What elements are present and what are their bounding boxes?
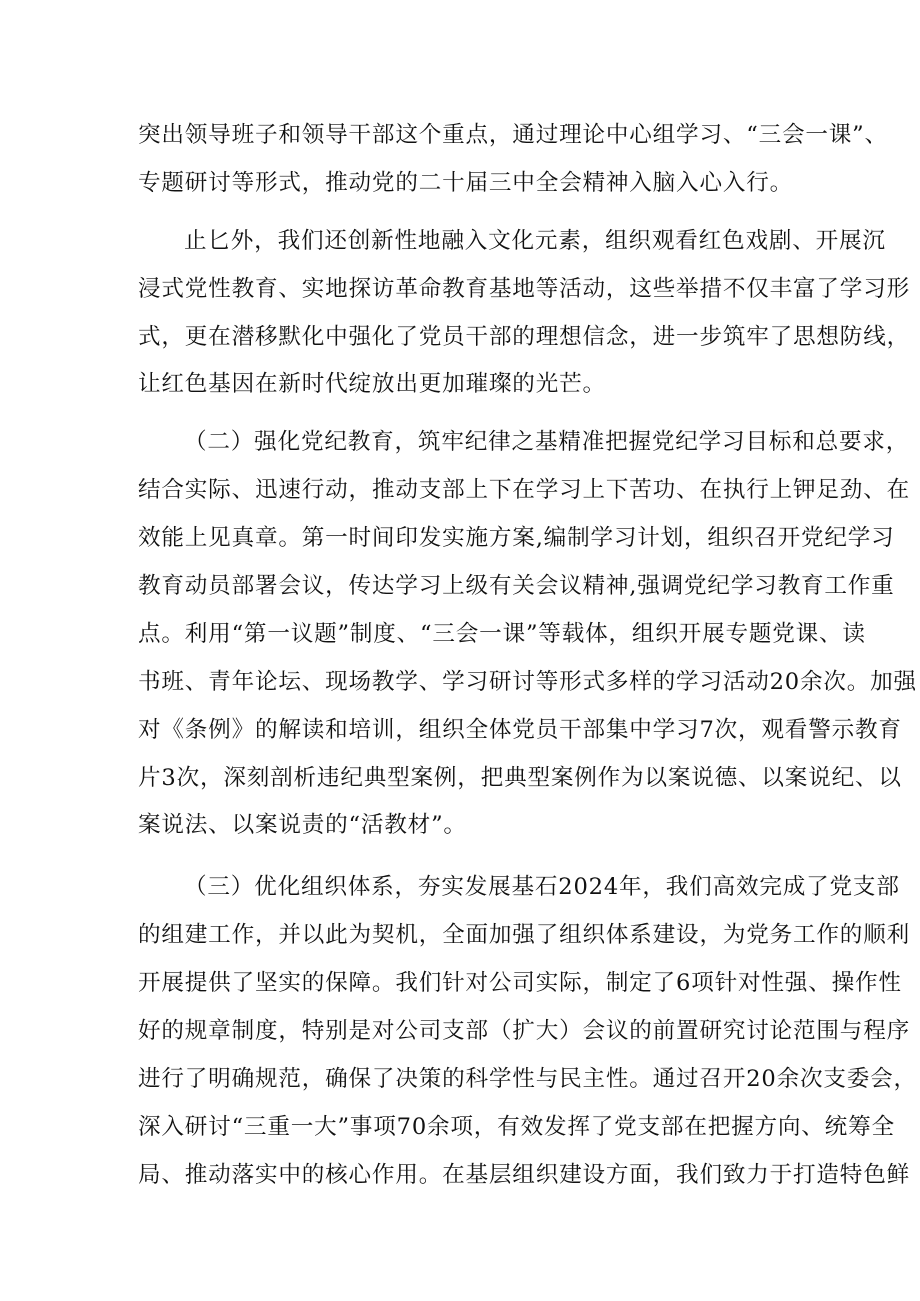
text-line: （二）强化党纪教育，筑牢纪律之基精准把握党纪学习目标和总要求， <box>184 429 910 456</box>
text-line: 结合实际、迅速行动，推动支部上下在学习上下苦功、在执行上钾足劲、在 <box>138 477 910 504</box>
text-line: （三）优化组织体系，夯实发展基石2024年，我们高效完成了党支部 <box>184 874 900 901</box>
paragraph-p2 <box>138 218 910 410</box>
text-line: 点。利用“第一议题”制度、“三会一课”等载体，组织开展专题党课、读 <box>138 620 866 647</box>
text-line: 止匕外，我们还创新性地融入文化元素，组织观看红色戏剧、开展沉 <box>184 227 886 254</box>
paragraph-p3 <box>138 419 917 850</box>
text-line: 专题研讨等形式，推动党的二十届三中全会精神入脑入心入行。 <box>138 169 794 196</box>
text-line: 对《条例》的解读和培训，组织全体党员干部集中学习7次，观看警示教育 <box>138 716 902 743</box>
text-line: 效能上见真章。第一时间印发实施方案,编制学习计划，组织召开党纪学习 <box>138 525 895 552</box>
text-line: 好的规章制度，特别是对公司支部（扩大）会议的前置研究讨论范围与程序 <box>138 1018 910 1045</box>
text-line: 深入研讨“三重一大”事项70余项，有效发挥了党支部在把握方向、统筹全 <box>138 1113 895 1140</box>
text-line: 式，更在潜移默化中强化了党员干部的理想信念，进一步筑牢了思想防线， <box>138 323 910 350</box>
text-line: 书班、青年论坛、现场教学、学习研讨等形式多样的学习活动20余次。加强 <box>138 668 917 695</box>
paragraph-p4 <box>138 864 917 1199</box>
text-line: 片3次，深刻剖析违纪典型案例，把典型案例作为以案说德、以案说纪、以 <box>138 764 902 791</box>
document-body <box>138 112 917 1200</box>
text-line: 突出领导班子和领导干部这个重点，通过理论中心组学习、“三会一课”、 <box>138 122 888 148</box>
text-line: 进行了明确规范，确保了决策的科学性与民主性。通过召开20余次支委会， <box>138 1065 917 1092</box>
text-line: 的组建工作，并以此为契机，全面加强了组织体系建设，为党务工作的顺利 <box>138 922 910 949</box>
text-line: 让红色基因在新时代绽放出更加璀璨的光芒。 <box>138 371 606 398</box>
text-line: 局、推动落实中的核心作用。在基层组织建设方面，我们致力于打造特色鲜 <box>138 1161 910 1188</box>
text-line: 开展提供了坚实的保障。我们针对公司实际，制定了6项针对性强、操作性 <box>138 970 902 997</box>
text-line: 案说法、以案说责的“活教材”。 <box>138 812 467 839</box>
paragraph-p1 <box>138 112 888 208</box>
text-line: 浸式党性教育、实地探访革命教育基地等活动，这些举措不仅丰富了学习形 <box>138 275 910 302</box>
text-line: 教育动员部署会议，传达学习上级有关会议精神,强调党纪学习教育工作重 <box>138 573 895 600</box>
